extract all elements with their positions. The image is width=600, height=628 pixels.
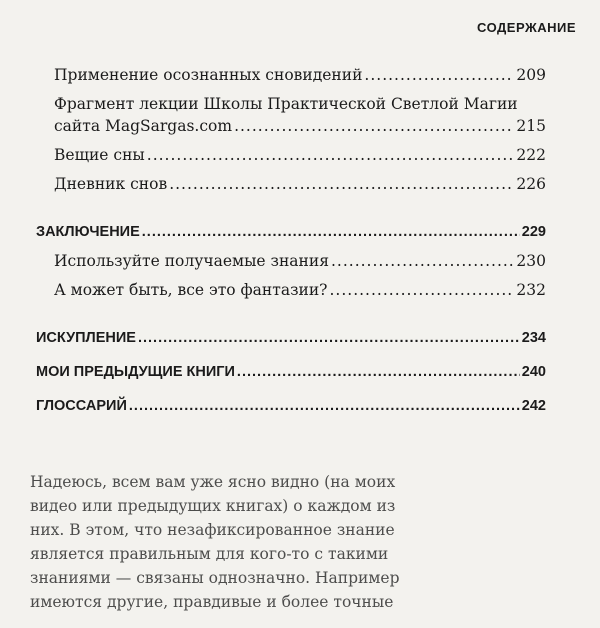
- toc-entry-page: 229: [521, 224, 546, 240]
- toc-entry: [36, 64, 546, 86]
- toc-section-title: МОИ ПРЕДЫДУЩИЕ КНИГИ: [36, 364, 235, 380]
- toc-entry: [36, 279, 546, 301]
- toc-section-title: ГЛОССАРИЙ: [36, 398, 127, 414]
- page-header: СОДЕРЖАНИЕ: [477, 20, 576, 35]
- toc-section-title: ИСКУПЛЕНИЕ: [36, 330, 136, 346]
- toc-entry: [36, 327, 546, 349]
- body-line: является правильным для кого-то с такими: [30, 545, 389, 563]
- toc-entry: [36, 173, 546, 195]
- toc-leader-dots: [331, 250, 514, 272]
- toc-entry: [36, 395, 546, 417]
- toc-entry-title: А может быть, все это фантазии?: [54, 281, 328, 299]
- toc-entry-page: 234: [521, 330, 546, 346]
- toc-entry-page: 215: [516, 117, 546, 135]
- toc-entry: [36, 250, 546, 272]
- toc-entry-title: Дневник снов: [54, 175, 168, 193]
- toc-leader-dots: [129, 395, 520, 417]
- toc-entry-title: Применение осознанных сновидений: [54, 66, 363, 84]
- toc-section-title: ЗАКЛЮЧЕНИЕ: [36, 224, 140, 240]
- toc-leader-dots: [364, 64, 514, 86]
- toc-entry-page: 242: [521, 398, 546, 414]
- toc-leader-dots: [237, 361, 520, 383]
- body-text-show-through: [30, 470, 570, 614]
- body-line: Надеюсь, всем вам уже ясно видно (на моих: [30, 473, 396, 491]
- toc-entry-title: Используйте получаемые знания: [54, 252, 329, 270]
- toc-entry-title-line1: Фрагмент лекции Школы Практической Светлой Магии: [54, 95, 518, 113]
- toc-entry-page: 209: [516, 66, 546, 84]
- body-line: видео или предыдущих книгах) о каждом из: [30, 497, 396, 515]
- toc-entry: [36, 221, 546, 243]
- toc-entry: [36, 144, 546, 166]
- body-line: имеются другие, правдивые и более точные: [30, 593, 394, 611]
- toc-leader-dots: [330, 279, 515, 301]
- toc-leader-dots: [169, 173, 514, 195]
- toc-entry-page: 230: [516, 252, 546, 270]
- toc-leader-dots: [142, 221, 520, 243]
- toc-entry: [36, 93, 546, 137]
- toc-entry-title: сайта MagSargas.com: [54, 117, 233, 135]
- toc-entry: [36, 361, 546, 383]
- toc-entry-page: 232: [516, 281, 546, 299]
- toc-leader-dots: [147, 144, 515, 166]
- toc-entry-title: Вещие сны: [54, 146, 145, 164]
- toc-leader-dots: [234, 115, 514, 137]
- table-of-contents: [36, 64, 546, 417]
- toc-entry-page: 222: [516, 146, 546, 164]
- toc-entry-page: 226: [516, 175, 546, 193]
- body-line: них. В этом, что незафиксированное знание: [30, 521, 395, 539]
- toc-entry-page: 240: [521, 364, 546, 380]
- body-line: знаниями — связаны однозначно. Например: [30, 569, 400, 587]
- toc-leader-dots: [138, 327, 520, 349]
